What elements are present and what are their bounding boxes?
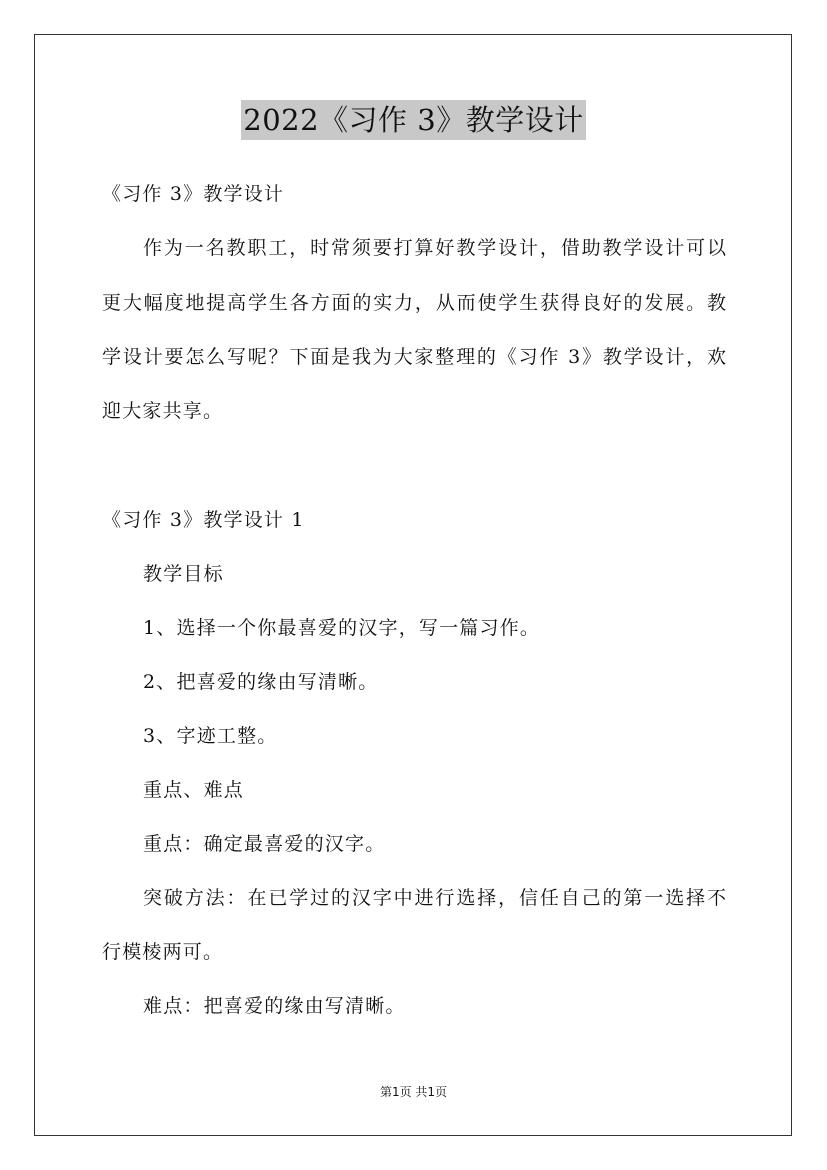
page-number: 第1页 共1页 [379, 1085, 448, 1099]
method-line-1: 突破方法：在已学过的汉字中进行选择，信任自己的第一选择不 [143, 887, 726, 909]
goal-item-3: 3、字迹工整。 [143, 725, 278, 747]
document-title: 2022《习作 3》教学设计 [241, 100, 585, 140]
intro-line-1: 作为一名教职工，时常须要打算好教学设计，借助教学设计可以 [143, 237, 726, 259]
method-line-2: 行模棱两可。 [102, 941, 224, 963]
key-heading: 重点、难点 [143, 779, 245, 801]
goals-heading: 教学目标 [143, 563, 224, 585]
document-subtitle: 《习作 3》教学设计 [102, 183, 285, 205]
intro-line-4: 迎大家共享。 [102, 400, 224, 422]
goal-item-1: 1、选择一个你最喜爱的汉字，写一篇习作。 [143, 617, 541, 639]
section-heading: 《习作 3》教学设计 1 [102, 509, 305, 531]
difficulty-point: 难点：把喜爱的缘由写清晰。 [143, 995, 406, 1017]
intro-line-3: 学设计要怎么写呢？下面是我为大家整理的《习作 3》教学设计，欢 [102, 346, 726, 368]
intro-line-2: 更大幅度地提高学生各方面的实力，从而使学生获得良好的发展。教 [102, 292, 726, 314]
page-footer [0, 1084, 827, 1100]
goal-item-2: 2、把喜爱的缘由写清晰。 [143, 671, 379, 693]
key-point: 重点：确定最喜爱的汉字。 [143, 833, 386, 855]
title-container [0, 100, 827, 140]
